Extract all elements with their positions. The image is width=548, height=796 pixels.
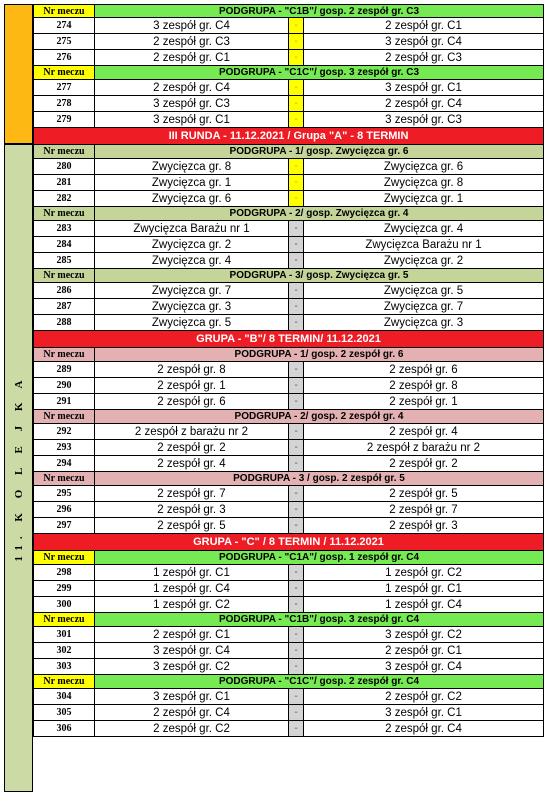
home-team: 3 zespół gr. C1	[95, 689, 289, 704]
home-team: 2 zespół gr. 8	[95, 362, 289, 377]
side-column-top	[4, 4, 33, 144]
match-number: 305	[34, 705, 95, 720]
away-team: 1 zespół gr. C1	[385, 582, 462, 595]
versus-separator: -	[289, 518, 304, 533]
versus-separator: -	[289, 299, 304, 314]
home-team: 3 zespół gr. C1	[95, 112, 289, 127]
versus-separator: -	[289, 378, 304, 393]
match-row	[33, 112, 544, 128]
match-row	[33, 175, 544, 191]
away-team: 3 zespół gr. C2	[385, 628, 462, 641]
away-team: 2 zespół gr. 5	[389, 487, 458, 500]
match-row	[33, 50, 544, 66]
match-number: 302	[34, 643, 95, 658]
round-banner-title: GRUPA - "C" / 8 TERMIN / 11.12.2021	[34, 534, 543, 550]
versus-separator: -	[289, 565, 304, 580]
home-team: Zwycięzca gr. 1	[95, 175, 289, 190]
versus-separator: -	[289, 112, 304, 127]
match-row	[33, 705, 544, 721]
match-row	[33, 518, 544, 534]
match-row	[33, 597, 544, 613]
round-banner	[33, 331, 544, 348]
away-team: 2 zespół gr. 4	[389, 425, 458, 438]
subgroup-header	[33, 207, 544, 221]
match-number-header: Nr meczu	[34, 145, 95, 158]
home-team: 2 zespół gr. 6	[95, 394, 289, 409]
round-banner	[33, 534, 544, 551]
match-row	[33, 643, 544, 659]
match-row	[33, 394, 544, 410]
away-team: 2 zespół gr. 3	[389, 519, 458, 532]
round-banner	[33, 128, 544, 145]
versus-separator: -	[289, 721, 304, 736]
home-team: 2 zespół z barażu nr 2	[95, 424, 289, 439]
versus-separator: -	[289, 80, 304, 95]
match-row	[33, 486, 544, 502]
subgroup-header	[33, 66, 544, 80]
match-number: 274	[34, 18, 95, 33]
subgroup-header	[33, 4, 544, 18]
away-team: Zwycięzca gr. 7	[383, 300, 464, 313]
away-team: 3 zespół gr. C3	[385, 113, 462, 126]
away-team: 2 zespół z barażu nr 2	[366, 441, 481, 454]
match-number: 286	[34, 283, 95, 298]
subgroup-header	[33, 613, 544, 627]
home-team: 3 zespół gr. C2	[95, 659, 289, 674]
match-number: 278	[34, 96, 95, 111]
match-number-header: Nr meczu	[34, 675, 95, 688]
versus-separator: -	[289, 96, 304, 111]
away-team: Zwycięzca gr. 2	[383, 254, 464, 267]
home-team: 3 zespół gr. C4	[95, 643, 289, 658]
match-number-header: Nr meczu	[34, 269, 95, 282]
away-team: 2 zespół gr. 2	[389, 457, 458, 470]
match-row	[33, 721, 544, 737]
match-number: 304	[34, 689, 95, 704]
subgroup-title: PODGRUPA - 3 / gosp. 2 zespół gr. 5	[233, 473, 405, 484]
match-row	[33, 253, 544, 269]
subgroup-title: PODGRUPA - 3/ gosp. Zwycięzca gr. 5	[229, 270, 409, 281]
away-team: 2 zespół gr. C4	[385, 97, 462, 110]
match-number: 282	[34, 191, 95, 206]
away-team: 3 zespół gr. C4	[385, 660, 462, 673]
away-team: 2 zespół gr. C1	[385, 19, 462, 32]
away-team: 2 zespół gr. 6	[389, 363, 458, 376]
home-team: 1 zespół gr. C2	[95, 597, 289, 612]
home-team: Zwycięzca gr. 4	[95, 253, 289, 268]
away-team: 1 zespół gr. C4	[385, 598, 462, 611]
side-label: 11. K O L E J K A	[12, 374, 25, 562]
home-team: 2 zespół gr. C3	[95, 34, 289, 49]
subgroup-title: PODGRUPA - 1/ gosp. 2 zespół gr. 6	[234, 349, 404, 360]
subgroup-header	[33, 410, 544, 424]
versus-separator: -	[289, 253, 304, 268]
match-number: 276	[34, 50, 95, 65]
match-row	[33, 283, 544, 299]
versus-separator: -	[289, 191, 304, 206]
subgroup-title: PODGRUPA - "C1A"/ gosp. 1 zespół gr. C4	[218, 552, 420, 563]
match-row	[33, 627, 544, 643]
match-number-header: Nr meczu	[34, 5, 95, 17]
match-number: 294	[34, 456, 95, 471]
match-row	[33, 159, 544, 175]
home-team: 2 zespół gr. 4	[95, 456, 289, 471]
versus-separator: -	[289, 315, 304, 330]
match-row	[33, 237, 544, 253]
away-team: Zwycięzca gr. 3	[383, 316, 464, 329]
match-number: 300	[34, 597, 95, 612]
home-team: Zwycięzca gr. 8	[95, 159, 289, 174]
match-number: 299	[34, 581, 95, 596]
versus-separator: -	[289, 456, 304, 471]
match-row	[33, 689, 544, 705]
home-team: Zwycięzca gr. 3	[95, 299, 289, 314]
versus-separator: -	[289, 597, 304, 612]
subgroup-header	[33, 348, 544, 362]
home-team: 1 zespół gr. C1	[95, 565, 289, 580]
versus-separator: -	[289, 18, 304, 33]
subgroup-title: PODGRUPA - "C1C"/ gosp. 2 zespół gr. C4	[218, 676, 420, 687]
subgroup-title: PODGRUPA - 1/ gosp. Zwycięzca gr. 6	[229, 146, 409, 157]
subgroup-header	[33, 145, 544, 159]
away-team: Zwycięzca Barażu nr 1	[365, 238, 482, 251]
match-number: 296	[34, 502, 95, 517]
home-team: Zwycięzca gr. 7	[95, 283, 289, 298]
match-number: 288	[34, 315, 95, 330]
match-row	[33, 362, 544, 378]
match-row	[33, 80, 544, 96]
match-number: 298	[34, 565, 95, 580]
schedule-table	[33, 4, 544, 737]
away-team: 3 zespół gr. C4	[385, 35, 462, 48]
match-number-header: Nr meczu	[34, 472, 95, 485]
away-team: 2 zespół gr. C2	[385, 690, 462, 703]
versus-separator: -	[289, 237, 304, 252]
match-row	[33, 440, 544, 456]
subgroup-title: PODGRUPA - "C1B"/ gosp. 3 zespół gr. C4	[218, 614, 420, 625]
versus-separator: -	[289, 221, 304, 236]
match-row	[33, 502, 544, 518]
match-row	[33, 191, 544, 207]
match-number: 275	[34, 34, 95, 49]
match-row	[33, 581, 544, 597]
home-team: 2 zespół gr. 3	[95, 502, 289, 517]
match-number: 306	[34, 721, 95, 736]
match-number: 297	[34, 518, 95, 533]
subgroup-header	[33, 269, 544, 283]
versus-separator: -	[289, 643, 304, 658]
away-team: 3 zespół gr. C1	[385, 81, 462, 94]
match-row	[33, 299, 544, 315]
match-number: 303	[34, 659, 95, 674]
match-number: 284	[34, 237, 95, 252]
match-number: 292	[34, 424, 95, 439]
match-row	[33, 96, 544, 112]
match-number: 287	[34, 299, 95, 314]
versus-separator: -	[289, 34, 304, 49]
versus-separator: -	[289, 581, 304, 596]
match-number-header: Nr meczu	[34, 613, 95, 626]
away-team: Zwycięzca gr. 4	[383, 222, 464, 235]
versus-separator: -	[289, 424, 304, 439]
home-team: 3 zespół gr. C4	[95, 18, 289, 33]
subgroup-header	[33, 675, 544, 689]
match-number-header: Nr meczu	[34, 66, 95, 79]
away-team: Zwycięzca gr. 5	[383, 284, 464, 297]
away-team: Zwycięzca gr. 8	[383, 176, 464, 189]
match-row	[33, 34, 544, 50]
match-row	[33, 424, 544, 440]
match-number: 291	[34, 394, 95, 409]
versus-separator: -	[289, 705, 304, 720]
match-row	[33, 18, 544, 34]
home-team: 2 zespół gr. 1	[95, 378, 289, 393]
subgroup-header	[33, 472, 544, 486]
versus-separator: -	[289, 283, 304, 298]
match-row	[33, 456, 544, 472]
versus-separator: -	[289, 627, 304, 642]
match-row	[33, 565, 544, 581]
subgroup-header	[33, 551, 544, 565]
side-label-container	[4, 144, 33, 792]
match-number: 279	[34, 112, 95, 127]
away-team: 2 zespół gr. C1	[385, 644, 462, 657]
away-team: 2 zespół gr. 7	[389, 503, 458, 516]
home-team: Zwycięzca Barażu nr 1	[95, 221, 289, 236]
subgroup-title: PODGRUPA - "C1B"/ gosp. 2 zespół gr. C3	[218, 5, 420, 17]
match-number: 281	[34, 175, 95, 190]
versus-separator: -	[289, 394, 304, 409]
versus-separator: -	[289, 159, 304, 174]
round-banner-title: III RUNDA - 11.12.2021 / Grupa "A" - 8 TERMIN	[34, 128, 543, 144]
match-number: 293	[34, 440, 95, 455]
home-team: 2 zespół gr. 7	[95, 486, 289, 501]
home-team: 2 zespół gr. C1	[95, 50, 289, 65]
match-row	[33, 378, 544, 394]
home-team: 2 zespół gr. 2	[95, 440, 289, 455]
match-number-header: Nr meczu	[34, 348, 95, 361]
match-number: 285	[34, 253, 95, 268]
versus-separator: -	[289, 502, 304, 517]
match-row	[33, 221, 544, 237]
versus-separator: -	[289, 175, 304, 190]
away-team: 1 zespół gr. C2	[385, 566, 462, 579]
match-number: 289	[34, 362, 95, 377]
home-team: Zwycięzca gr. 6	[95, 191, 289, 206]
versus-separator: -	[289, 440, 304, 455]
home-team: 3 zespół gr. C3	[95, 96, 289, 111]
home-team: 2 zespół gr. C1	[95, 627, 289, 642]
away-team: 2 zespół gr. C3	[385, 51, 462, 64]
subgroup-title: PODGRUPA - 2/ gosp. Zwycięzca gr. 4	[229, 208, 409, 219]
match-number: 280	[34, 159, 95, 174]
home-team: 1 zespół gr. C4	[95, 581, 289, 596]
away-team: Zwycięzca gr. 1	[383, 192, 464, 205]
away-team: 2 zespół gr. 8	[389, 379, 458, 392]
match-number: 283	[34, 221, 95, 236]
match-number: 301	[34, 627, 95, 642]
home-team: 2 zespół gr. C4	[95, 705, 289, 720]
versus-separator: -	[289, 50, 304, 65]
home-team: Zwycięzca gr. 2	[95, 237, 289, 252]
home-team: 2 zespół gr. 5	[95, 518, 289, 533]
versus-separator: -	[289, 659, 304, 674]
versus-separator: -	[289, 486, 304, 501]
away-team: 2 zespół gr. C4	[385, 722, 462, 735]
away-team: Zwycięzca gr. 6	[383, 160, 464, 173]
match-row	[33, 659, 544, 675]
home-team: Zwycięzca gr. 5	[95, 315, 289, 330]
home-team: 2 zespół gr. C4	[95, 80, 289, 95]
home-team: 2 zespół gr. C2	[95, 721, 289, 736]
match-number: 290	[34, 378, 95, 393]
away-team: 3 zespół gr. C1	[385, 706, 462, 719]
round-banner-title: GRUPA - "B"/ 8 TERMIN/ 11.12.2021	[34, 331, 543, 347]
match-number: 277	[34, 80, 95, 95]
match-number-header: Nr meczu	[34, 410, 95, 423]
versus-separator: -	[289, 362, 304, 377]
away-team: 2 zespół gr. 1	[389, 395, 458, 408]
subgroup-title: PODGRUPA - "C1C"/ gosp. 3 zespół gr. C3	[218, 67, 420, 78]
versus-separator: -	[289, 689, 304, 704]
match-number: 295	[34, 486, 95, 501]
match-number-header: Nr meczu	[34, 551, 95, 564]
subgroup-title: PODGRUPA - 2/ gosp. 2 zespół gr. 4	[234, 411, 404, 422]
match-row	[33, 315, 544, 331]
match-number-header: Nr meczu	[34, 207, 95, 220]
